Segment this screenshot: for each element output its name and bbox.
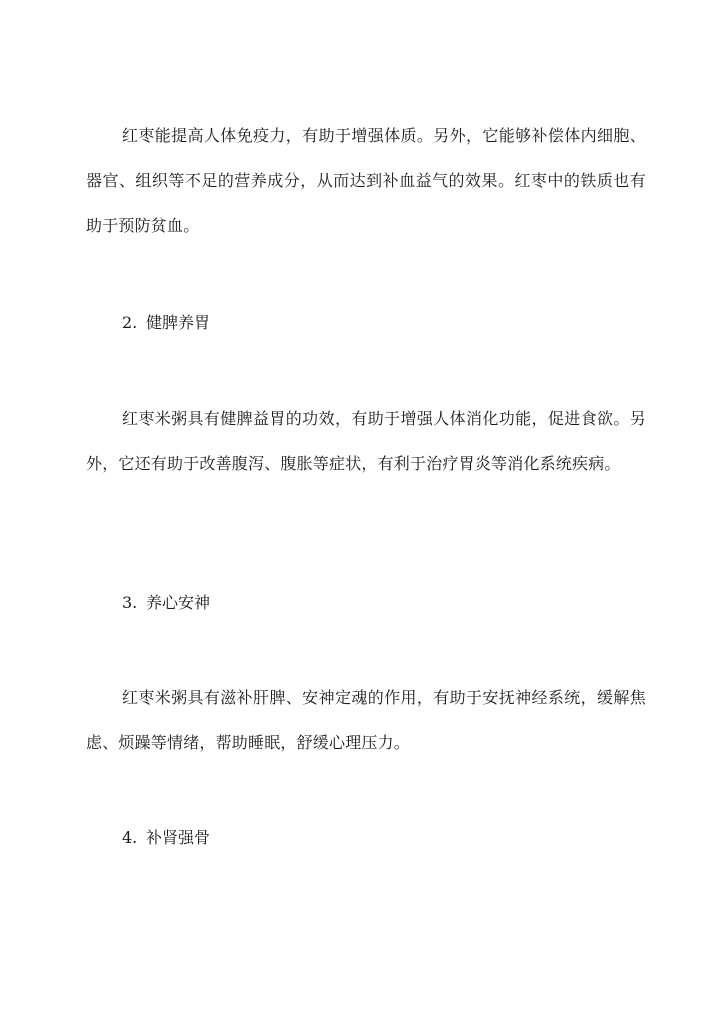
section-title: 养心安神 <box>146 593 211 612</box>
section-number: 2. <box>122 313 138 332</box>
section-heading-3 <box>122 592 210 614</box>
paragraph-immunity: 红枣能提高人体免疫力，有助于增强体质。另外，它能够补偿体内细胞、器官、组织等不足的营养成分，从而达到补血益气的效果。红枣中的铁质也有助于预防贫血。 <box>86 126 646 235</box>
section-number: 4. <box>122 828 138 847</box>
section-number: 3. <box>122 593 138 612</box>
section-heading-2 <box>122 312 210 334</box>
section-heading-4 <box>122 827 210 849</box>
paragraph-spleen-stomach: 红枣米粥具有健脾益胃的功效，有助于增强人体消化功能，促进食欲。另外，它还有助于改善腹泻、腹胀等症状，有利于治疗胃炎等消化系统疾病。 <box>86 409 646 473</box>
section-title: 补肾强骨 <box>146 828 211 847</box>
paragraph-heart-mind: 红枣米粥具有滋补肝脾、安神定魂的作用，有助于安抚神经系统，缓解焦虑、烦躁等情绪，帮助睡眠，舒缓心理压力。 <box>86 688 646 752</box>
section-title: 健脾养胃 <box>146 313 211 332</box>
